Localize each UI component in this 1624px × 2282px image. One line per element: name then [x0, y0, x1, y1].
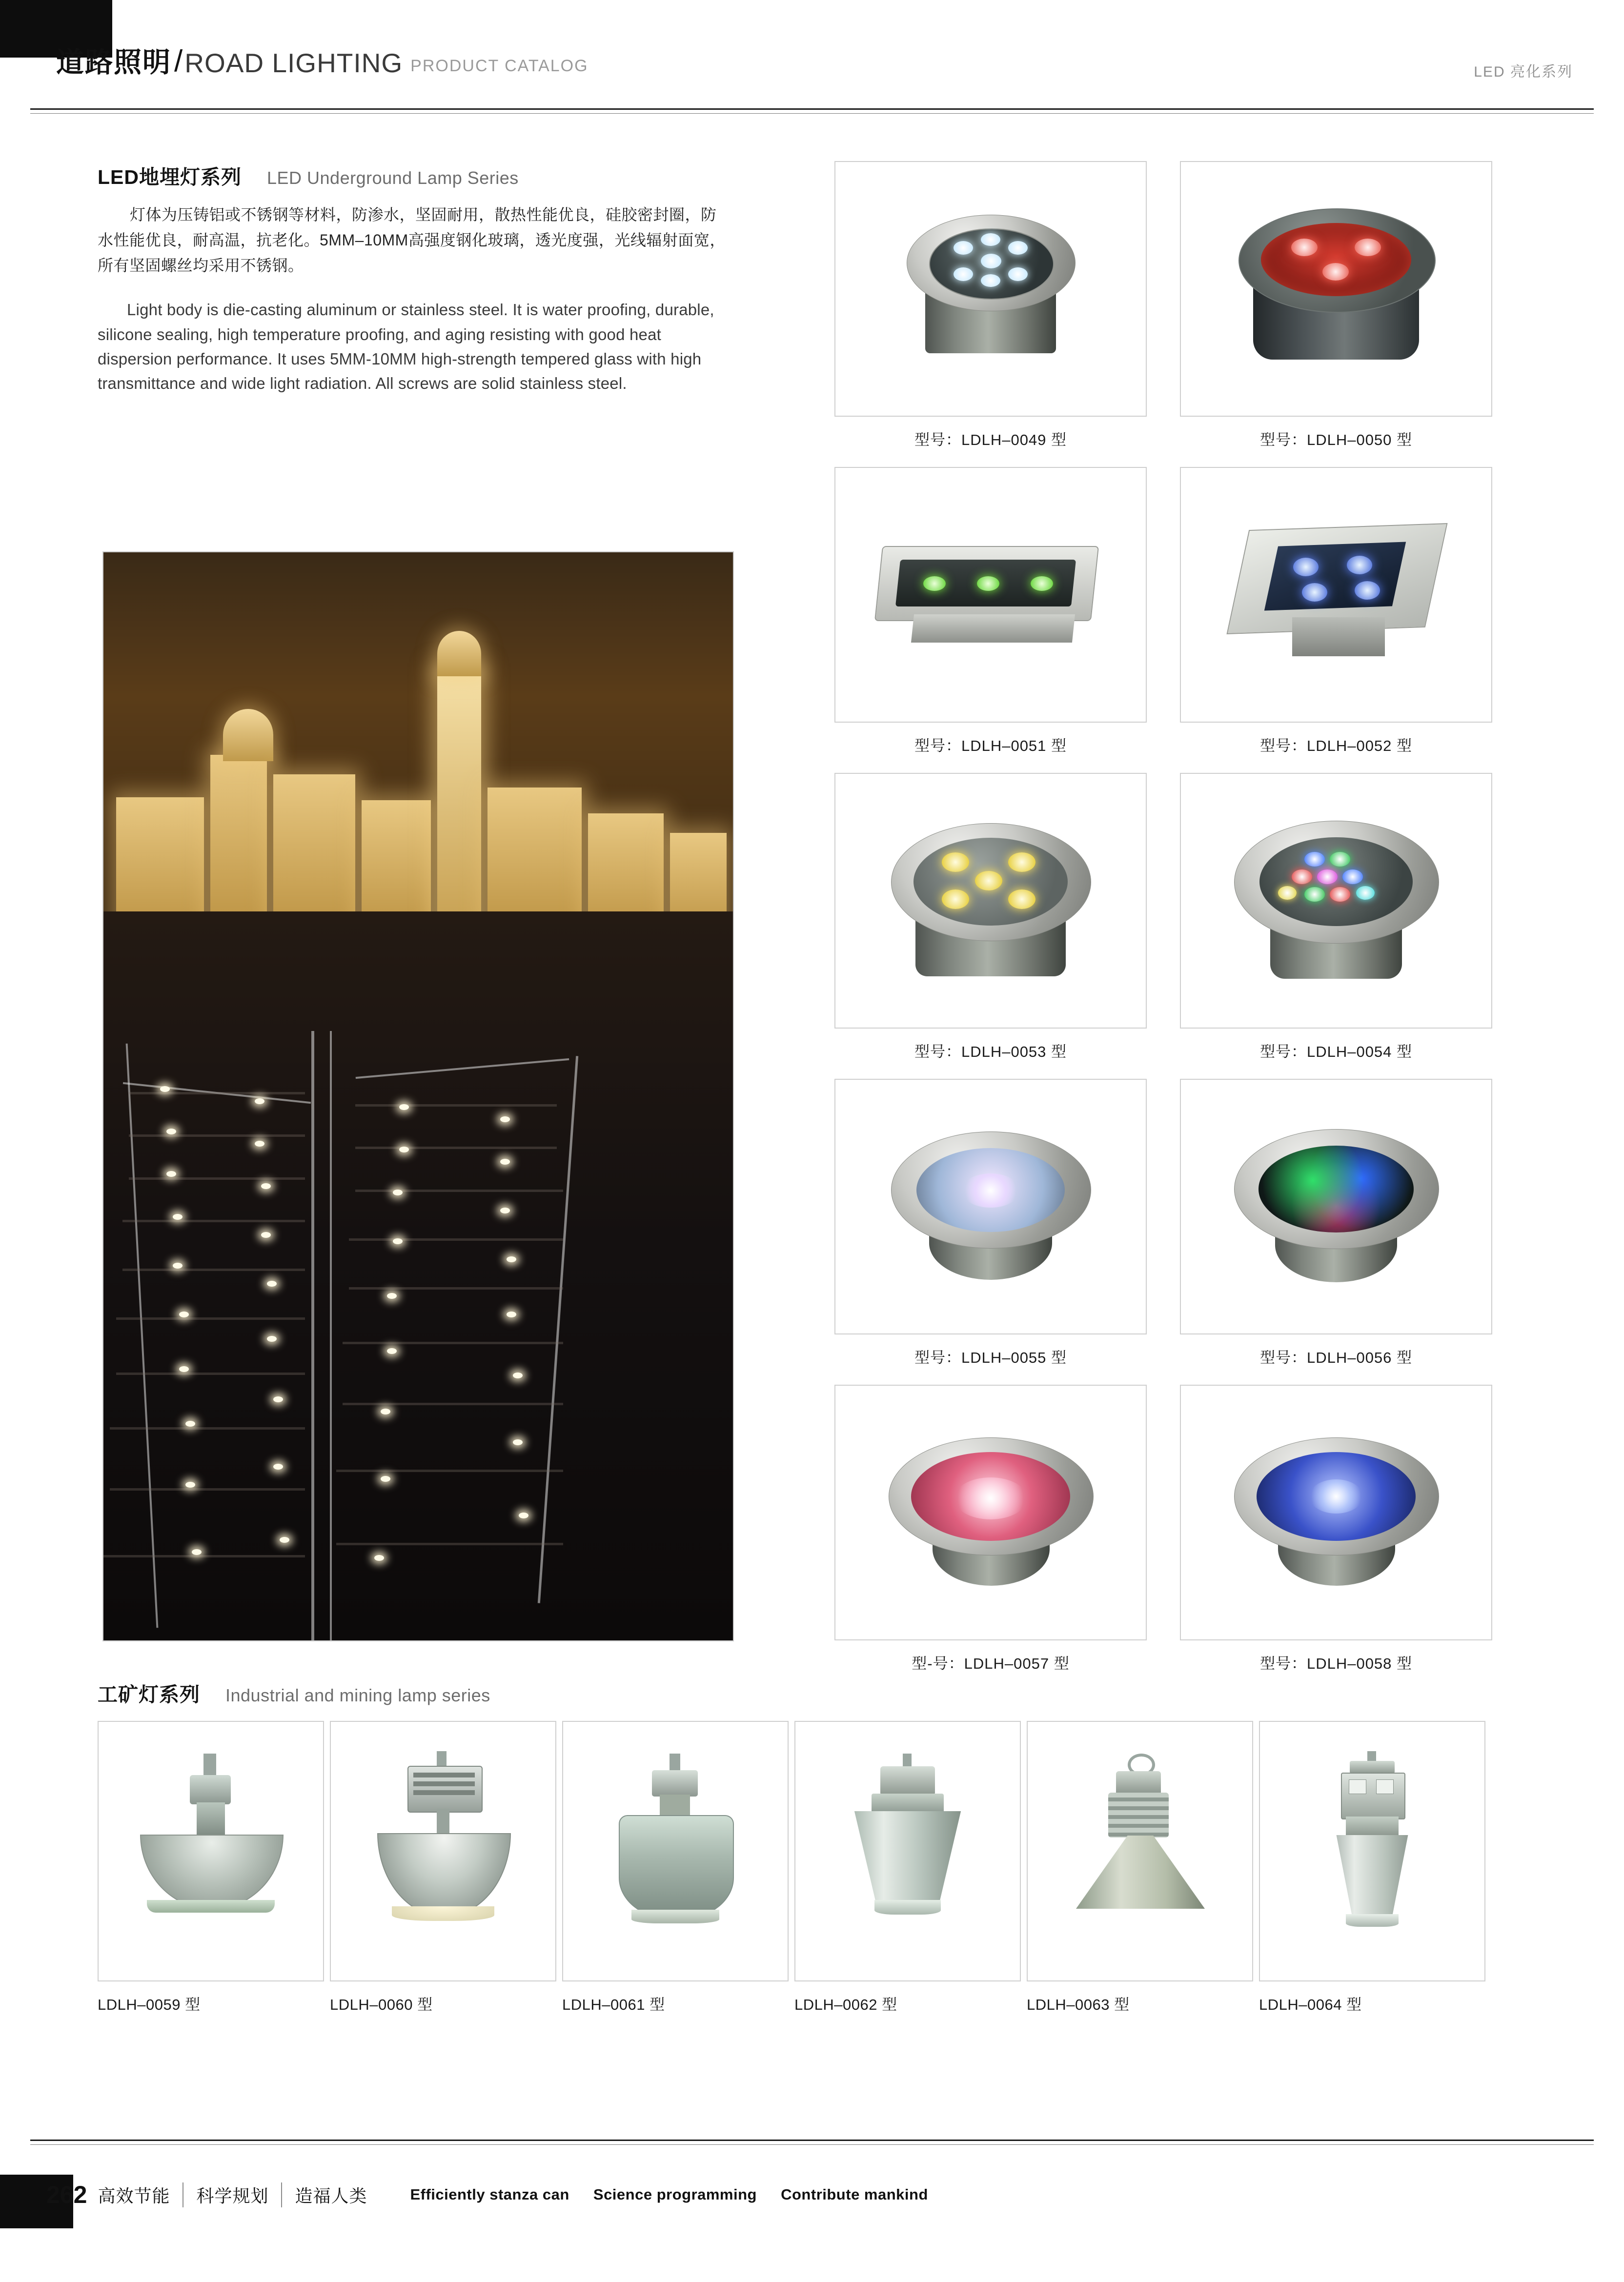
product-cell [1180, 1079, 1492, 1378]
product-caption: 型号：LDLH–0054 型 [1259, 1043, 1413, 1060]
product-cell [1180, 773, 1492, 1072]
industrial-product-grid [98, 1721, 1527, 2014]
footer-cn-1: 高效节能 [98, 2185, 170, 2206]
product-image-0055 [834, 1079, 1147, 1334]
product-cell [834, 773, 1147, 1072]
product-caption: 型号：LDLH–0053 型 [914, 1043, 1067, 1060]
header-series-label: LED 亮化系列 [1474, 64, 1573, 80]
product-caption: LDLH–0062 型 [794, 1996, 897, 2013]
industrial-section [98, 1678, 1527, 2014]
page-header [0, 0, 1624, 117]
product-caption: LDLH–0064 型 [1259, 1996, 1362, 2013]
product-image-0056 [1180, 1079, 1492, 1334]
product-image-0062 [794, 1721, 1021, 1981]
product-image-0050 [1180, 161, 1492, 417]
product-image-0058 [1180, 1385, 1492, 1640]
underground-paragraph-en: Light body is die-casting aluminum or stainless steel. It is water proofing, durable, silicone sealing, high temperature proofing, and aging resisting with good heat dispersion performance. It uses 5MM-10MM high-strength tempered glass with high transmittance and wide light radiation. All screws are solid stainless steel. [98, 301, 714, 392]
product-cell [1180, 161, 1492, 460]
product-caption: 型号：LDLH–0051 型 [914, 737, 1067, 754]
product-image-0054 [1180, 773, 1492, 1029]
product-cell [834, 161, 1147, 460]
product-caption: 型号：LDLH–0058 型 [1259, 1655, 1413, 1672]
product-caption: 型号：LDLH–0049 型 [914, 431, 1067, 448]
header-slash: / [174, 44, 183, 78]
product-caption: 型号：LDLH–0052 型 [1259, 737, 1413, 754]
product-image-0061 [562, 1721, 789, 1981]
product-caption: LDLH–0063 型 [1027, 1996, 1130, 2013]
underground-title-en: LED Underground Lamp Series [267, 168, 519, 188]
photo-buildings [103, 618, 733, 944]
product-cell [834, 467, 1147, 766]
product-caption: LDLH–0061 型 [562, 1996, 665, 2013]
footer-cn-2: 科学规划 [183, 2182, 281, 2207]
product-cell [1259, 1721, 1483, 2014]
header-rule-thick [30, 108, 1594, 110]
underground-title-cn: LED地埋灯系列 [98, 166, 242, 188]
product-cell [1027, 1721, 1251, 2014]
product-caption: 型-号：LDLH–0057 型 [912, 1655, 1070, 1672]
header-title-en: ROAD LIGHTING [184, 48, 403, 78]
industrial-section-heading [98, 1678, 1527, 1707]
product-cell [330, 1721, 554, 2014]
footer-en-2: Science programming [593, 2186, 757, 2203]
footer-en-3: Contribute mankind [781, 2186, 928, 2203]
footer-cn-3: 造福人类 [281, 2182, 380, 2207]
header-rule-thin [30, 113, 1594, 114]
product-cell [794, 1721, 1019, 2014]
product-caption: LDLH–0060 型 [330, 1996, 433, 2013]
product-image-0051 [834, 467, 1147, 723]
industrial-title-en: Industrial and mining lamp series [225, 1685, 490, 1705]
product-image-0059 [98, 1721, 324, 1981]
page-footer [0, 2136, 1624, 2282]
underground-product-grid [834, 161, 1527, 1691]
header-title-cn: 道路照明 [56, 47, 171, 78]
header-subtitle-en: PRODUCT CATALOG [410, 57, 589, 75]
footer-content [46, 2181, 948, 2209]
product-caption: 型号：LDLH–0055 型 [914, 1349, 1067, 1366]
underground-section-heading [98, 161, 747, 190]
underground-section-text [98, 161, 747, 396]
product-cell [98, 1721, 322, 2014]
header-title-group [56, 46, 589, 77]
underground-paragraph-cn: 灯体为压铸铝或不锈钢等材料，防渗水，坚固耐用，散热性能优良，硅胶密封圈，防水性能优良，耐高温，抗老化。5MM–10MM高强度钢化玻璃，透光度强，光线辐射面宽，所有坚固螺丝均采用不锈钢。 [98, 206, 726, 274]
footer-en-1: Efficiently stanza can [410, 2186, 569, 2203]
product-image-0053 [834, 773, 1147, 1029]
product-caption: 型号：LDLH–0050 型 [1259, 431, 1413, 448]
footer-rule-thin [30, 2144, 1594, 2145]
product-image-0064 [1259, 1721, 1485, 1981]
footer-rule-thick [30, 2140, 1594, 2141]
footer-en-group [410, 2186, 947, 2203]
product-cell [562, 1721, 787, 2014]
product-caption: LDLH–0059 型 [98, 1996, 201, 2013]
product-image-0063 [1027, 1721, 1253, 1981]
product-cell [1180, 467, 1492, 766]
product-cell [834, 1079, 1147, 1378]
product-image-0060 [330, 1721, 556, 1981]
product-image-0052 [1180, 467, 1492, 723]
industrial-title-cn: 工矿灯系列 [98, 1683, 200, 1706]
photo-stairs [103, 1031, 733, 1640]
page-number: 262 [46, 2181, 87, 2208]
product-image-0049 [834, 161, 1147, 417]
product-caption: 型号：LDLH–0056 型 [1259, 1349, 1413, 1366]
product-cell [1180, 1385, 1492, 1684]
night-scene-photo [102, 551, 734, 1641]
product-cell [834, 1385, 1147, 1684]
product-image-0057 [834, 1385, 1147, 1640]
